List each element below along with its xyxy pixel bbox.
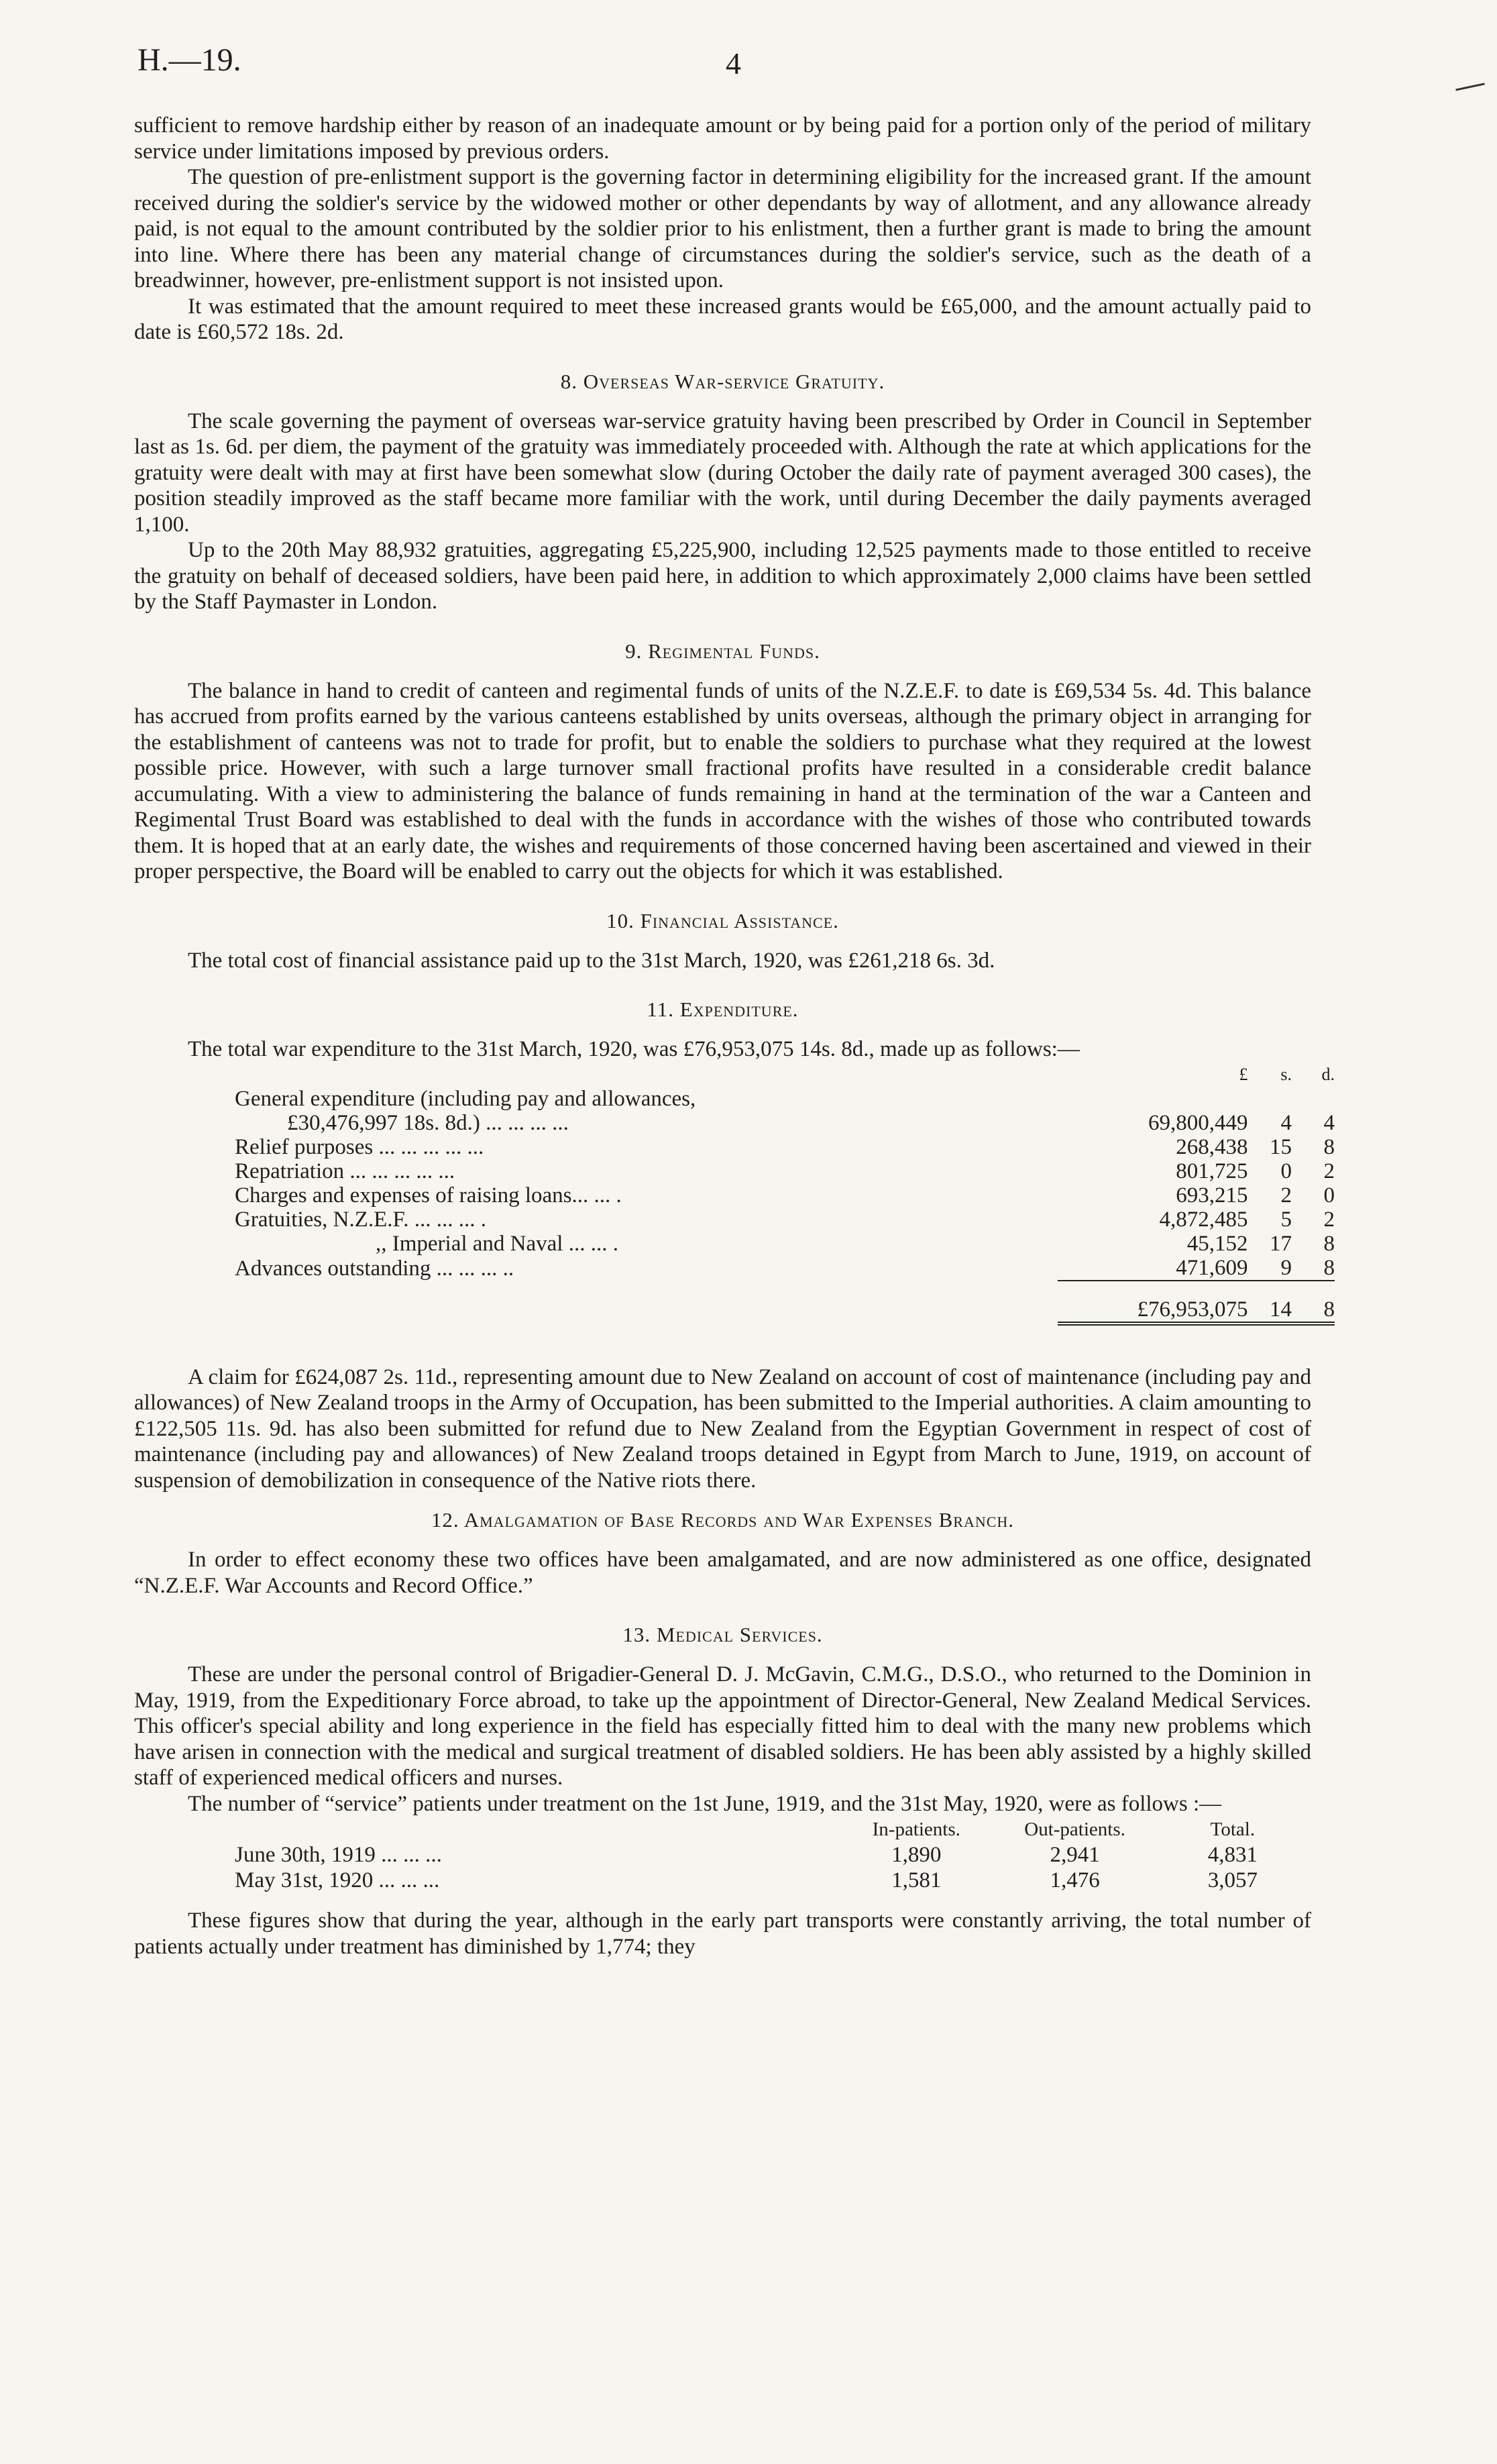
paragraph: It was estimated that the amount required to meet these increased grants would be £65,000, and the amount actually paid to date is £60,572 18s. 2d. [134,294,1311,344]
paragraph: In order to effect economy these two offices have been amalgamated, and are now administered as one office, designated “N.Z.E.F. War Accounts and Record Office.” [134,1548,1311,1598]
section-heading-10: 10. Financial Assistance. [606,908,839,932]
paragraph: The balance in hand to credit of canteen and regimental funds of units of the N.Z.E.F. to date is £69,534 5s. 4d. This balance has accrued from profits earned by the various canteens established by units overseas, although the primary object in arranging for the establishment of canteens was not to trade for profit, but to enable the soldiers to purchase what they required at the lowest possible price. However, with such a large turnover small fractional profits have resulted in a considerable credit balance accumulating. With a view to administering the balance of funds remaining in hand at the termination of the war a Canteen and Regimental Trust Board was established to deal with the funds in accordance with the wishes of those who contributed towards them. It is hoped that at an early date, the wishes and requirements of those concerned having been ascertained and viewed in their proper perspective, the Board will be enabled to carry out the objects for which it was established. [134,678,1311,883]
document-code: H.—19. [137,42,241,78]
paragraph: These are under the personal control of Brigadier-General D. J. McGavin, C.M.G., D.S.O., who returned to the Dominion in May, 1919, from the Expeditionary Force abroad, to take up the appointment of Director-General, New Zealand Medical Services. This officer's special ability and long experience in the field has especially fitted him to deal with the many new problems which have arisen in connection with the medical and surgical treatment of disabled soldiers. He has been ably assisted by a highly skilled staff of experienced medical officers and nurses. [134,1662,1311,1790]
total-shillings: 14 [1248,1281,1292,1324]
table-row: Charges and expenses of raising loans... ... . 693,215 2 0 [235,1183,1335,1208]
table-row: ,, Imperial and Naval ... ... . 45,152 17 8 [376,1231,1335,1256]
table-row: General expenditure (including pay and allowances, [235,1086,696,1111]
total-pence: 8 [1292,1281,1335,1324]
section-heading-9: 9. Regimental Funds. [625,639,820,663]
table-row: Gratuities, N.Z.E.F. ... ... ... . 4,872,485 5 2 [235,1207,1335,1232]
table-row: £30,476,997 18s. 8d.) ... ... ... ... 69,800,449 4 4 [287,1110,1335,1135]
paragraph: The question of pre-enlistment support is the governing factor in determining eligibility for the increased grant. If the amount received during the soldier's service by the widowed mother or other dependants by way of allotment, and any allowance already paid, is not equal to the amount contributed by the soldier prior to his enlistment, then a further grant is made to bring the amount into line. Where there has been any material change of circumstances during the soldier's service, such as the death of a breadwinner, however, pre-enlistment support is not insisted upon. [134,165,1311,292]
document-body [134,113,1335,1960]
col-out-patients: Out-patients. [1024,1819,1125,1840]
col-in-patients: In-patients. [872,1819,960,1840]
paragraph: These figures show that during the year, although in the early part transports were constantly arriving, the total number of patients actually under treatment has diminished by 1,774; they [134,1909,1311,1959]
col-pounds: £ [1239,1064,1248,1084]
table-total-row [235,1281,1335,1324]
section-heading-8: 8. Overseas War-service Gratuity. [560,369,885,393]
col-shillings: s. [1280,1064,1292,1084]
col-pence: d. [1321,1064,1335,1084]
paragraph: The scale governing the payment of overseas war-service gratuity having been prescribed by Order in Council in September last as 1s. 6d. per diem, the payment of the gratuity was immediately proceeded with. Although the rate at which applications for the gratuity were dealt with may at first have been somewhat slow (during October the daily rate of payment averaged 300 cases), the position steadily improved as the staff became more familiar with the work, until during December the daily payments averaged 1,100. [134,409,1311,537]
section-heading-13: 13. Medical Services. [622,1623,823,1646]
section-heading-12: 12. Amalgamation of Base Records and War Expenses Branch. [431,1508,1015,1532]
margin-mark [1455,83,1485,91]
paragraph: The number of “service” patients under treatment on the 1st June, 1919, and the 31st May, 1920, were as follows :— [188,1791,1222,1816]
paragraph: A claim for £624,087 2s. 11d., representing amount due to New Zealand on account of cost of maintenance (including pay and allowances) of New Zealand troops in the Army of Occupation, has been submitted to the Imperial authorities. A claim amounting to £122,505 11s. 9d. has also been submitted for refund due to New Zealand from the Egyptian Government in respect of cost of maintenance (including pay and allowances) of New Zealand troops detained in Egypt from March to June, 1919, on account of suspension of demobilization in consequence of the Native riots there. [134,1364,1311,1493]
table-row: June 30th, 1919 ... ... ... 1,890 2,941 4,831 [235,1843,1258,1867]
table-row: Repatriation ... ... ... ... ... 801,725 0 2 [235,1159,1335,1183]
page-number: 4 [726,46,741,81]
paragraph: Up to the 20th May 88,932 gratuities, aggregating £5,225,900, including 12,525 payments made to those entitled to receive the gratuity on behalf of deceased soldiers, have been paid here, in addition to which approximately 2,000 claims have been settled by the Staff Paymaster in London. [134,538,1311,614]
total-pounds: £76,953,075 [1058,1281,1248,1324]
paragraph: The total war expenditure to the 31st March, 1920, was £76,953,075 14s. 8d., made up as follows:— [188,1037,1080,1061]
table-row: May 31st, 1920 ... ... ... 1,581 1,476 3,057 [235,1868,1258,1892]
patients-table [235,1817,1311,1893]
section-heading-11: 11. Expenditure. [647,998,799,1021]
table-row: Advances outstanding ... ... ... .. 471,609 9 8 [235,1255,1335,1281]
paragraph: sufficient to remove hardship either by reason of an inadequate amount or by being paid for a portion only of the period of military service under limitations imposed by previous orders. [134,113,1311,164]
col-total: Total. [1210,1819,1256,1840]
paragraph: The total cost of financial assistance paid up to the 31st March, 1920, was £261,218 6s. 3d. [188,948,995,973]
table-row: Relief purposes ... ... ... ... ... 268,438 15 8 [235,1134,1335,1159]
expenditure-table [235,1063,1335,1326]
